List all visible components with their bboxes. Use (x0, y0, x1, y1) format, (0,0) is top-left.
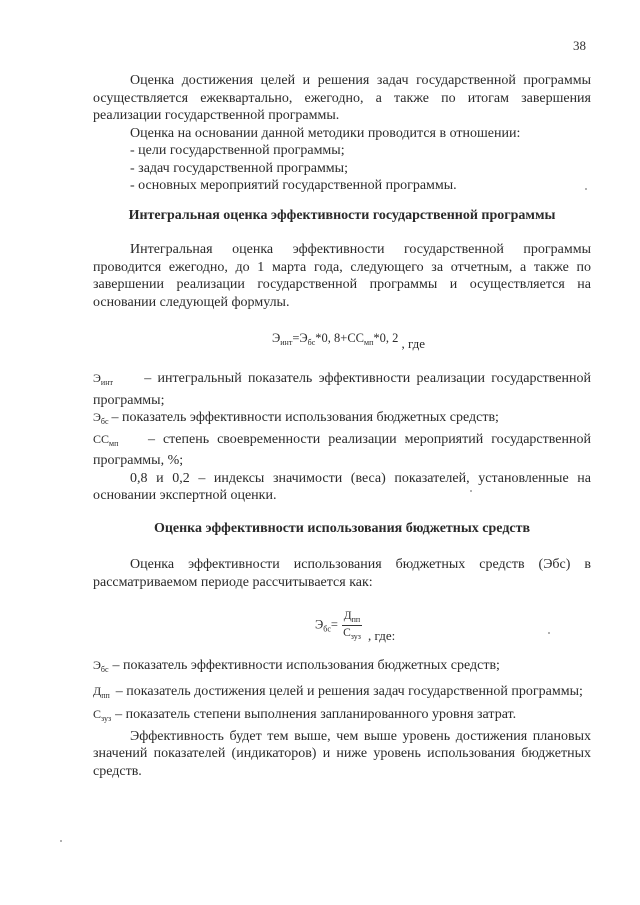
intro-paragraph-2: Оценка на основании данной методики проводится в отношении: (130, 125, 521, 141)
budget-efficiency-formula: $Э_{бс}=$ $\frac{Д_{пп}}{С_{зуз}}$ , где: (315, 610, 396, 644)
section-1-heading: Интегральная оценка эффективности государственной программы (128, 208, 556, 223)
section-2-paragraph: Оценка эффективности использования бюджетных средств (Эбс) в рассматриваемом периоде рассчитывается как: (93, 557, 591, 590)
intro-list (93, 142, 591, 195)
intro-paragraph-1: Оценка достижения целей и решения задач государственной программы осуществляется ежеквартально, ежегодно, а также по итогам завершения реализации государственной программы. (93, 73, 591, 123)
definition-integral: $Э_{инт}$ – интегральный показатель эффективности реализации государственной программы; (93, 371, 591, 408)
scan-speck (470, 490, 472, 492)
list-item: - задач государственной программы; (130, 160, 348, 176)
list-item: - цели государственной программы; (130, 143, 345, 158)
definition-weights: 0,8 и 0,2 – индексы значимости (веса) показателей, установленные на основании экспертной оценки. (93, 470, 591, 503)
section-1-definitions (93, 370, 591, 505)
final-paragraph: Эффективность будет тем выше, чем выше уровень достижения плановых значений показателей (индикаторов) и ниже уровень использования бюджетных средств. (93, 728, 591, 779)
definition-timeliness: $СС_{мп}$ – степень своевременности реализации мероприятий государственной программы, %; (93, 431, 591, 468)
section-2-block (93, 556, 591, 591)
definition-szuz: $С_{зуз}$ – показатель степени выполнения запланированного уровня затрат. (93, 707, 517, 723)
fraction: $\frac{Д_{пп}}{С_{зуз}}$ (343, 610, 361, 641)
section-2-definitions (93, 657, 591, 780)
scan-speck (548, 632, 550, 634)
definition-dpp: $Д_{пп}$ – показатель достижения целей и решения задач государственной программы; (93, 683, 583, 700)
scan-speck (585, 188, 587, 190)
scan-speck (60, 840, 62, 842)
definition-budget-efficiency: $Э_{бс}$ – показатель эффективности использования бюджетных средств; (93, 410, 499, 426)
section-1-block (93, 241, 591, 311)
page-number: 38 (573, 38, 586, 53)
integral-formula: $Э_{инт}=Э_{бс}*0$, $8+СС_{мп}*0$, 2 , где (272, 331, 426, 351)
intro-block (93, 72, 591, 195)
section-1-paragraph: Интегральная оценка эффективности государственной программы проводится ежегодно, до 1 марта года, следующего за отчетным, а также по завершении реализации государственной программы и осуществляется на основании следующей формулы. (93, 242, 591, 310)
definition-ebs: $Э_{бс}$ – показатель эффективности использования бюджетных средств; (93, 658, 500, 674)
list-item: - основных мероприятий государственной программы. (130, 178, 457, 193)
section-2-heading: Оценка эффективности использования бюджетных средств (153, 521, 531, 536)
